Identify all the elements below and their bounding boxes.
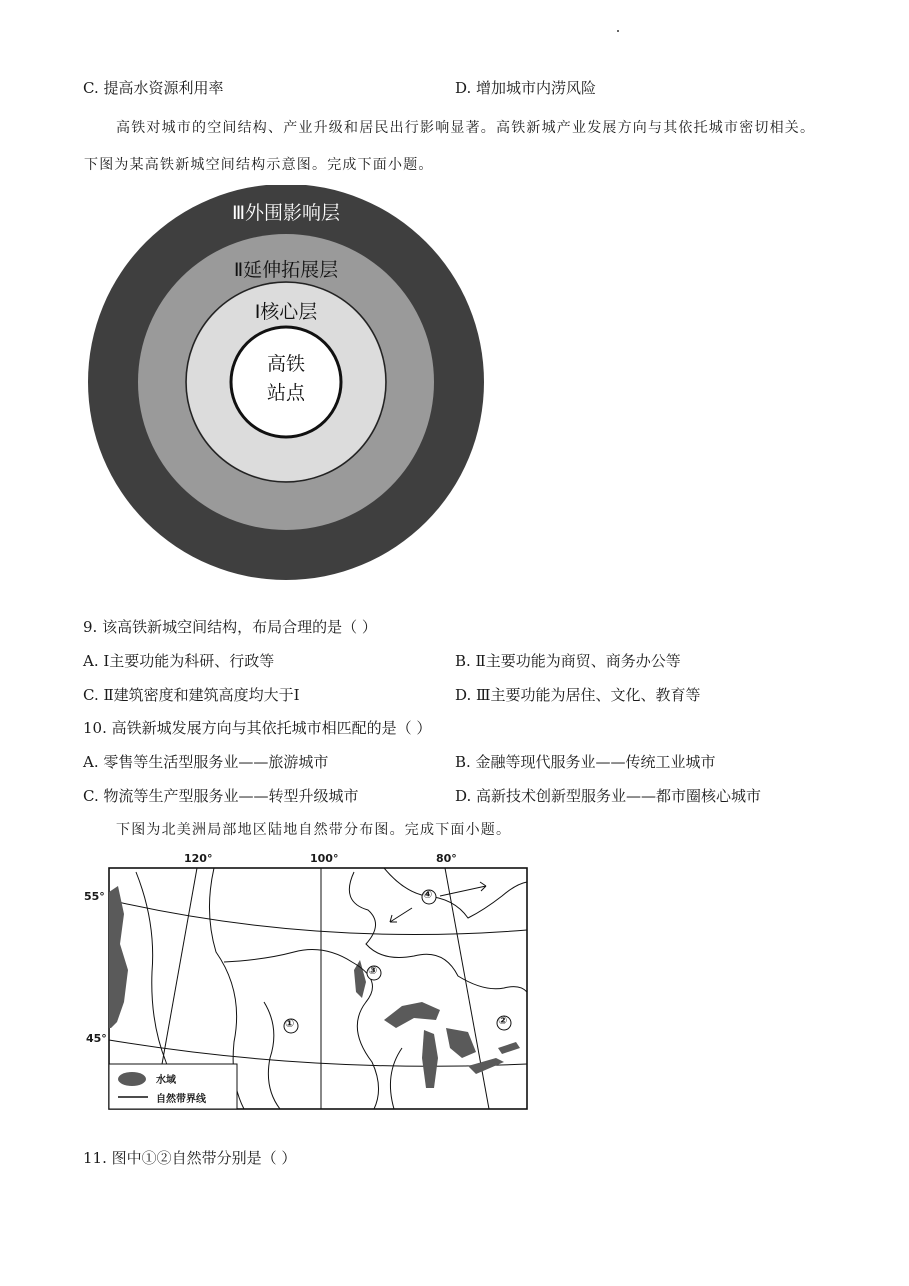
intro-rail-paragraph: 高铁对城市的空间结构、产业升级和居民出行影响显著。高铁新城产业发展方向与其依托城市密切相关。下图为某高铁新城空间结构示意图。完成下面小题。: [84, 120, 816, 173]
q10-option-c: C. 物流等生产型服务业——转型升级城市: [83, 787, 359, 805]
map-label-zone-2: ②: [498, 1014, 508, 1027]
q10-option-b: B. 金融等现代服务业——传统工业城市: [455, 753, 716, 771]
q10-stem: 10. 高铁新城发展方向与其依托城市相匹配的是（ ）: [83, 719, 432, 737]
ring-center-label-1: 高铁: [266, 353, 305, 375]
q9-option-b: B. Ⅱ主要功能为商贸、商务办公等: [455, 652, 681, 670]
figure-rings: [84, 185, 484, 585]
intro-map-paragraph: 下图为北美洲局部地区陆地自然带分布图。完成下面小题。: [116, 822, 512, 838]
map-label-zone-4: ④: [423, 888, 433, 901]
map-legend-water-label: 水域: [156, 1075, 176, 1086]
map-legend-boundary-label: 自然带界线: [156, 1094, 206, 1105]
legend-water-swatch: [118, 1072, 146, 1086]
figure-map-svg: [84, 852, 530, 1112]
map-label-zone-1: ①: [285, 1017, 295, 1030]
map-label-lat-55: 55°: [84, 890, 105, 903]
q9-stem: 9. 该高铁新城空间结构，布局合理的是（ ）: [83, 618, 377, 636]
q9-option-c: C. Ⅱ建筑密度和建筑高度均大于Ⅰ: [83, 686, 300, 704]
figure-map: [84, 852, 530, 1112]
q9-option-a: A. Ⅰ主要功能为科研、行政等: [83, 652, 275, 670]
ring-outer-label: Ⅲ外围影响层: [231, 202, 341, 224]
ring-inner-label: Ⅰ核心层: [254, 301, 318, 323]
map-label-lon-100: 100°: [310, 852, 339, 865]
q10-option-d: D. 高新技术创新型服务业——都市圈核心城市: [455, 787, 762, 805]
q8-option-c: C. 提高水资源利用率: [83, 79, 224, 97]
scan-dot: [617, 30, 619, 32]
q8-option-d: D. 增加城市内涝风险: [455, 79, 597, 97]
map-label-zone-3: ③: [368, 964, 378, 977]
q9-option-d: D. Ⅲ主要功能为居住、文化、教育等: [455, 686, 701, 704]
ring-center-label-2: 站点: [266, 382, 305, 404]
q10-option-a: A. 零售等生活型服务业——旅游城市: [83, 753, 329, 771]
q11-stem: 11. 图中①②自然带分别是（ ）: [83, 1149, 297, 1167]
map-label-lon-80: 80°: [436, 852, 457, 865]
map-label-lon-120: 120°: [184, 852, 213, 865]
ring-middle-label: Ⅱ延伸拓展层: [233, 259, 339, 281]
map-label-lat-45: 45°: [86, 1032, 107, 1045]
